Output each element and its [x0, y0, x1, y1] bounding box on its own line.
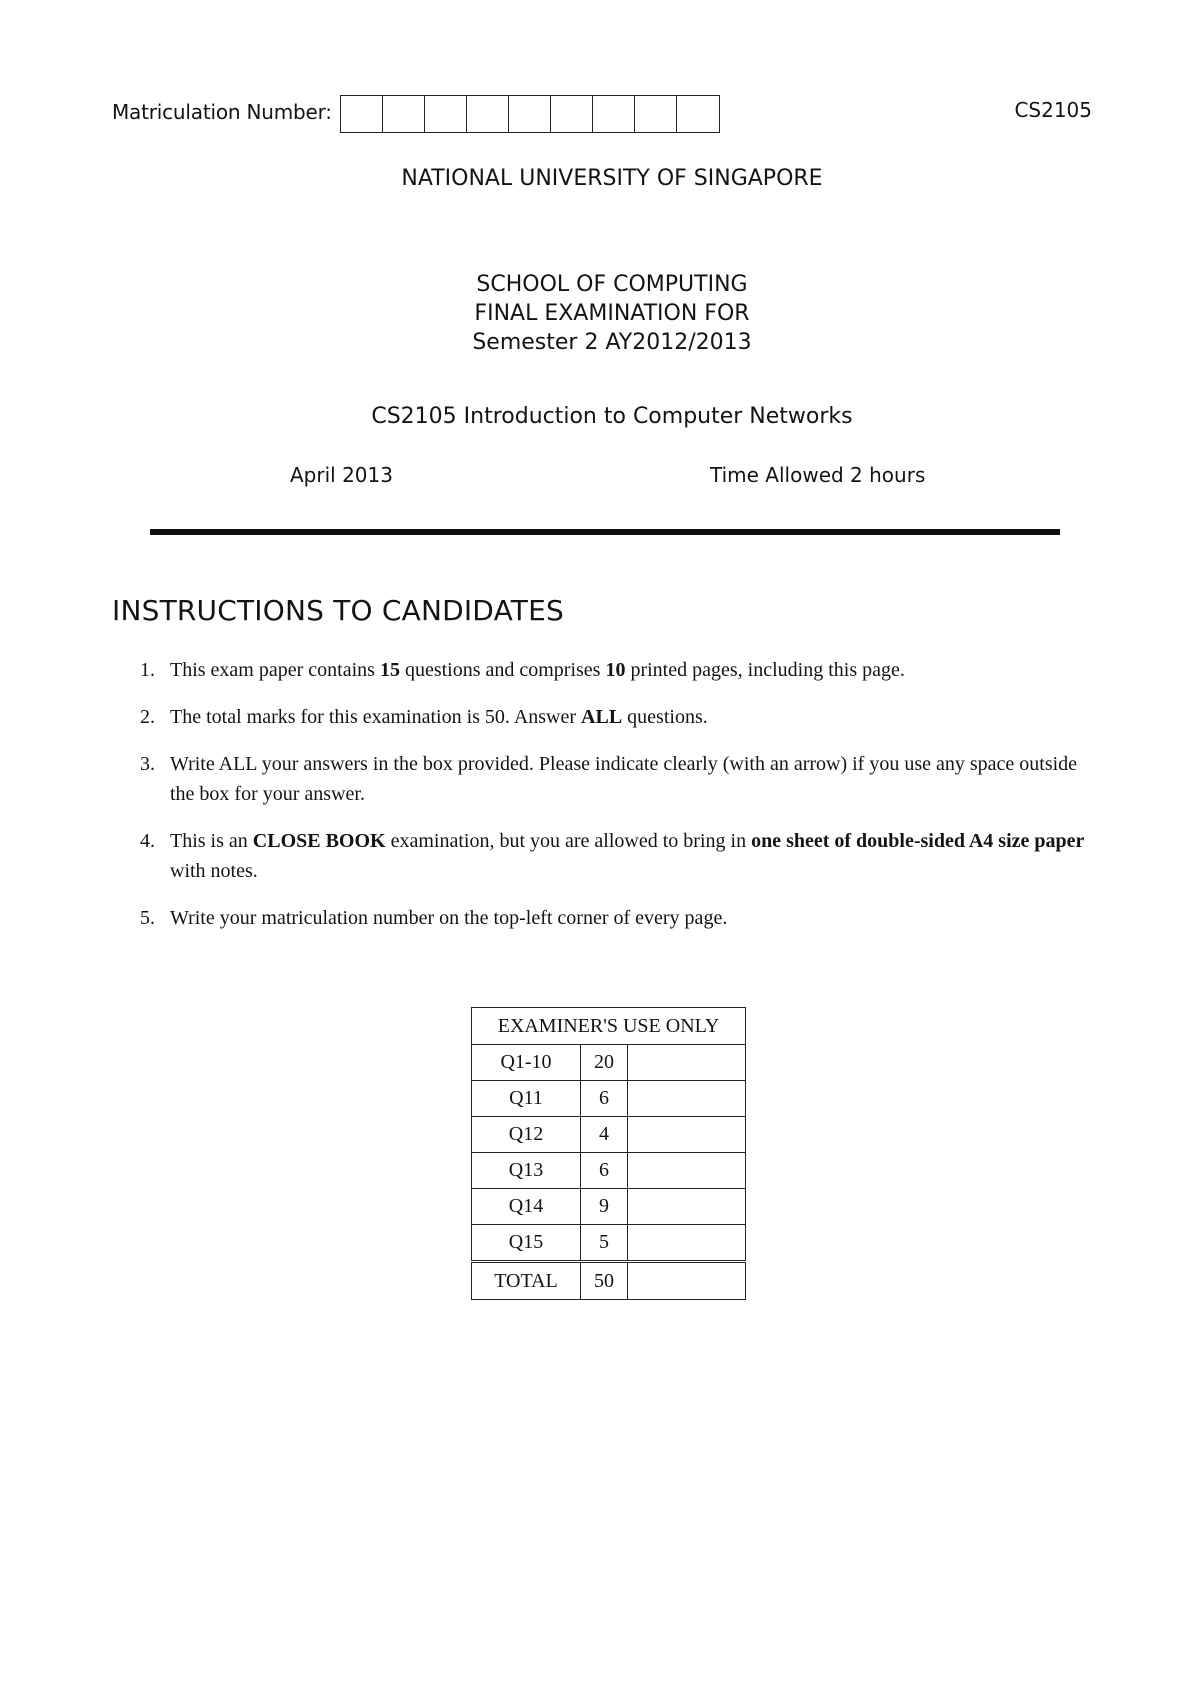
instruction-number: 1. — [140, 659, 155, 681]
instructions-list — [140, 655, 1100, 950]
table-row — [472, 1117, 746, 1153]
table-row — [472, 1225, 746, 1262]
matric-digit-box[interactable] — [593, 96, 635, 132]
question-cell: Q15 — [472, 1225, 581, 1262]
instruction-item: 4. This is an CLOSE BOOK examination, but you are allowed to bring in one sheet of double-sided A4 size paper with notes. — [140, 826, 1100, 886]
instruction-item: 5. Write your matriculation number on the top-left corner of every page. — [140, 903, 1100, 933]
question-cell: Q13 — [472, 1153, 581, 1189]
table-row — [472, 1045, 746, 1081]
exam-type: FINAL EXAMINATION FOR — [474, 301, 750, 326]
score-cell[interactable] — [628, 1225, 746, 1262]
horizontal-rule — [150, 529, 1060, 535]
matric-digit-box[interactable] — [467, 96, 509, 132]
instruction-number: 4. — [140, 830, 155, 852]
instruction-item: 1. This exam paper contains 15 questions and comprises 10 printed pages, including this page. — [140, 655, 1100, 685]
matric-digit-box[interactable] — [425, 96, 467, 132]
score-cell[interactable] — [628, 1117, 746, 1153]
matriculation-number-label: Matriculation Number: — [112, 100, 332, 124]
marks-cell: 20 — [581, 1045, 628, 1081]
matric-digit-box[interactable] — [635, 96, 677, 132]
marks-cell: 5 — [581, 1225, 628, 1262]
exam-date: April 2013 — [290, 463, 393, 487]
question-cell: Q1-10 — [472, 1045, 581, 1081]
matric-digit-box[interactable] — [341, 96, 383, 132]
matric-digit-box[interactable] — [509, 96, 551, 132]
question-cell: Q11 — [472, 1081, 581, 1117]
instructions-heading: INSTRUCTIONS TO CANDIDATES — [112, 594, 564, 627]
instruction-number: 5. — [140, 907, 155, 929]
instruction-number: 3. — [140, 753, 155, 775]
matric-digit-box[interactable] — [551, 96, 593, 132]
score-cell[interactable] — [628, 1153, 746, 1189]
instruction-item: 3. Write ALL your answers in the box provided. Please indicate clearly (with an arrow) if you use any space outside the box for your answer. — [140, 749, 1100, 809]
examiner-table-heading: EXAMINER'S USE ONLY — [472, 1008, 746, 1045]
examiner-use-table — [471, 1007, 746, 1300]
matric-digit-box[interactable] — [677, 96, 719, 132]
question-cell: Q14 — [472, 1189, 581, 1225]
marks-cell: 6 — [581, 1081, 628, 1117]
score-cell[interactable] — [628, 1189, 746, 1225]
marks-cell: 4 — [581, 1117, 628, 1153]
school-name: SCHOOL OF COMPUTING — [476, 272, 748, 297]
university-name: NATIONAL UNIVERSITY OF SINGAPORE — [401, 166, 823, 191]
total-score-cell[interactable] — [628, 1262, 746, 1300]
total-row — [472, 1262, 746, 1300]
table-row — [472, 1153, 746, 1189]
course-code: CS2105 — [1014, 98, 1092, 122]
matriculation-number-boxes[interactable] — [340, 95, 720, 133]
semester: Semester 2 AY2012/2013 — [472, 330, 752, 355]
total-label-cell: TOTAL — [472, 1262, 581, 1300]
question-cell: Q12 — [472, 1117, 581, 1153]
matric-digit-box[interactable] — [383, 96, 425, 132]
course-title: CS2105 Introduction to Computer Networks — [371, 404, 853, 429]
total-marks-cell: 50 — [581, 1262, 628, 1300]
table-row — [472, 1189, 746, 1225]
time-allowed: Time Allowed 2 hours — [710, 463, 926, 487]
marks-cell: 9 — [581, 1189, 628, 1225]
instruction-number: 2. — [140, 706, 155, 728]
score-cell[interactable] — [628, 1045, 746, 1081]
marks-cell: 6 — [581, 1153, 628, 1189]
score-cell[interactable] — [628, 1081, 746, 1117]
table-row — [472, 1081, 746, 1117]
instruction-item: 2. The total marks for this examination is 50. Answer ALL questions. — [140, 702, 1100, 732]
